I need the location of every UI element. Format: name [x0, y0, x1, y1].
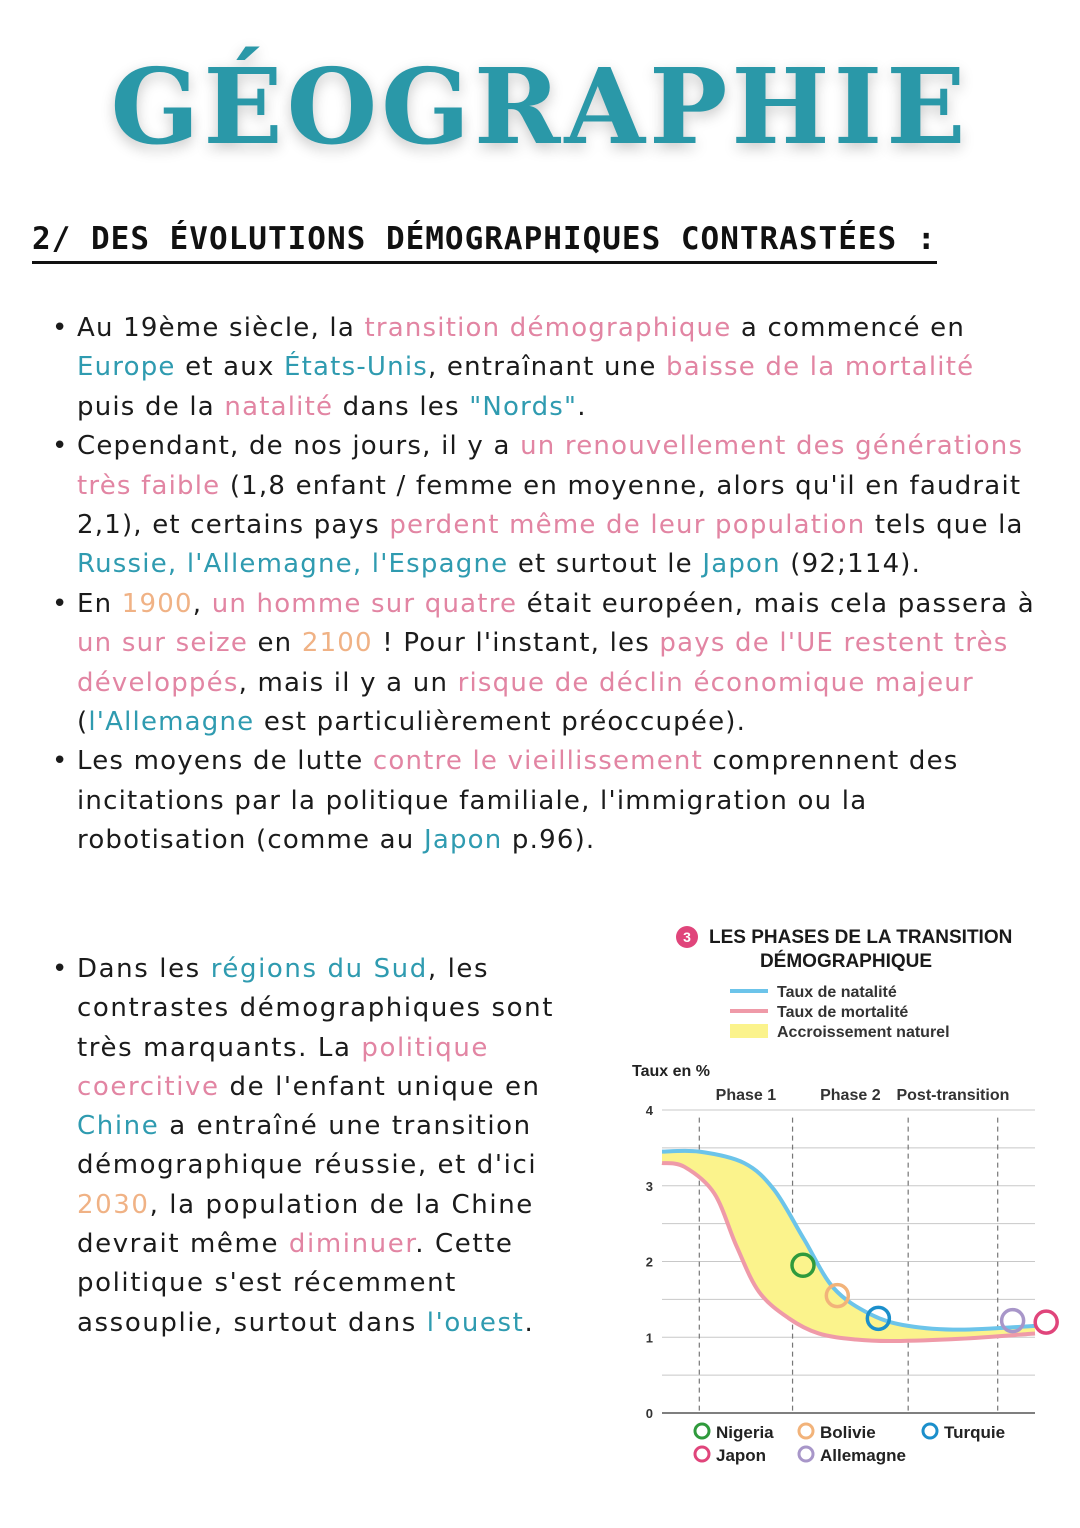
- bullet-list-south: [40, 950, 600, 1343]
- text-span: Au 19ème siècle, la: [77, 313, 365, 343]
- legend-swatch: [730, 1024, 768, 1038]
- y-tick-label: 2: [645, 1254, 653, 1270]
- text-span: a commencé en: [731, 313, 966, 343]
- highlight: transition démographique: [364, 313, 732, 343]
- country-legend-marker: [695, 1447, 709, 1461]
- list-item: [40, 309, 1040, 427]
- highlight: diminuer: [288, 1229, 416, 1260]
- legend-label: Taux de natalité: [777, 984, 897, 1001]
- text-span: , mais il y a un: [238, 667, 458, 698]
- highlight: un homme sur quatre: [211, 588, 518, 619]
- bullet-dot: •: [52, 954, 69, 984]
- highlight: un renouvellement des générations très faible: [77, 431, 1024, 501]
- country-legend-label: Turquie: [944, 1423, 1006, 1442]
- list-item: [40, 427, 1040, 585]
- chart-title-line2: DÉMOGRAPHIQUE: [759, 951, 933, 972]
- text-span: , entraînant une: [428, 352, 667, 383]
- text-span: . Cette politique s'est récemment assouplie, surtout dans: [77, 1229, 514, 1338]
- highlight: Europe: [77, 352, 176, 383]
- text-span: a entraîné une transition démographique réussie, et d'ici: [77, 1111, 538, 1181]
- highlight: Chine: [77, 1111, 160, 1142]
- highlight: 1900: [121, 588, 193, 619]
- text-span: , les contrastes démographiques sont très marquants. La: [77, 954, 555, 1063]
- country-legend-label: Nigeria: [716, 1423, 774, 1442]
- bullet-dot: •: [52, 588, 69, 619]
- chart-title-line1: LES PHASES DE LA TRANSITION: [709, 927, 1013, 948]
- text-span: est particulièrement préoccupée).: [254, 707, 747, 738]
- highlight: Russie, l'Allemagne, l'Espagne: [77, 549, 509, 580]
- y-tick-label: 0: [645, 1406, 653, 1421]
- highlight: régions du Sud: [210, 954, 428, 984]
- highlight: Japon: [702, 549, 781, 580]
- highlight: perdent même de leur population: [389, 510, 866, 541]
- y-axis-label: Taux en %: [632, 1063, 710, 1080]
- highlight: natalité: [224, 391, 334, 422]
- country-legend-label: Bolivie: [820, 1423, 876, 1442]
- highlight: l'ouest: [426, 1307, 525, 1338]
- bullet-dot: •: [52, 313, 69, 343]
- text-span: Cependant, de nos jours, il y a: [77, 431, 521, 462]
- bullet-list: [40, 309, 1040, 861]
- country-legend-marker: [799, 1447, 813, 1461]
- highlight: un sur seize: [77, 628, 249, 659]
- text-span: .: [577, 391, 587, 422]
- bullet-dot: •: [52, 431, 69, 462]
- text-span: puis de la: [77, 391, 225, 422]
- chart-number: 3: [683, 929, 691, 945]
- country-legend-label: Allemagne: [820, 1446, 906, 1465]
- country-legend-marker: [923, 1424, 937, 1438]
- text-span: Les moyens de lutte: [77, 746, 373, 777]
- list-item: [40, 742, 1040, 860]
- highlight: baisse de la mortalité: [666, 352, 975, 383]
- text-span: de l'enfant unique en: [219, 1071, 541, 1102]
- highlight: 2100: [301, 628, 373, 659]
- bullet-dot: •: [52, 746, 69, 777]
- highlight: politique coercitive: [77, 1032, 490, 1102]
- phase-label: Phase 1: [715, 1087, 777, 1104]
- y-tick-label: 4: [645, 1103, 653, 1118]
- highlight: États-Unis: [284, 352, 428, 383]
- text-span: comprennent des incitations par la politique familiale, l'immigration ou la robotisation (comme au: [77, 746, 959, 856]
- y-tick-label: 3: [645, 1178, 653, 1194]
- text-span: et aux: [175, 352, 285, 383]
- phase-label: Phase 2: [820, 1087, 881, 1104]
- list-item: [40, 585, 1040, 743]
- text-span: (92;114).: [780, 549, 922, 580]
- text-span: En: [77, 588, 122, 619]
- section-title: 2/ DES ÉVOLUTIONS DÉMOGRAPHIQUES CONTRASTÉES :: [32, 218, 937, 264]
- list-item: [40, 950, 600, 1343]
- text-span: était européen, mais cela passera à: [517, 588, 1035, 619]
- country-legend-label: Japon: [716, 1446, 767, 1465]
- highlight: pays de l'UE restent très développés: [77, 628, 1009, 698]
- y-tick-label: 1: [645, 1330, 653, 1346]
- highlight: contre le vieillissement: [372, 746, 703, 777]
- highlight: "Nords": [469, 391, 578, 422]
- phase-label: Post-transition: [896, 1087, 1010, 1104]
- highlight: 2030: [77, 1189, 150, 1220]
- text-span: tels que la: [865, 510, 1024, 541]
- text-span: en: [248, 628, 302, 659]
- country-legend-marker: [695, 1424, 709, 1438]
- text-span: (: [77, 707, 89, 738]
- text-span: dans les: [333, 391, 470, 422]
- text-span: et surtout le: [508, 549, 703, 580]
- text-span: Dans les: [77, 954, 211, 984]
- text-span: .: [524, 1307, 535, 1338]
- chart-svg: [620, 918, 1060, 1478]
- transition-chart: [620, 918, 1060, 1478]
- text-span: ! Pour l'instant, les: [372, 628, 660, 659]
- highlight: l'Allemagne: [88, 707, 255, 738]
- legend-label: Taux de mortalité: [777, 1004, 909, 1021]
- country-marker: [1035, 1311, 1057, 1333]
- legend-label: Accroissement naturel: [777, 1024, 950, 1041]
- highlight: Japon: [423, 825, 503, 856]
- accroissement-area: [662, 1151, 1035, 1341]
- text-span: , la population de la Chine devrait même: [77, 1189, 534, 1260]
- country-legend-marker: [799, 1424, 813, 1438]
- highlight: risque de déclin économique majeur: [457, 667, 974, 698]
- text-span: p.96).: [502, 825, 596, 856]
- page-title: GÉOGRAPHIE: [110, 45, 970, 168]
- text-span: ,: [192, 588, 212, 619]
- text-span: (1,8 enfant / femme en moyenne, alors qu'il en faudrait 2,1), et certains pays: [77, 470, 1022, 541]
